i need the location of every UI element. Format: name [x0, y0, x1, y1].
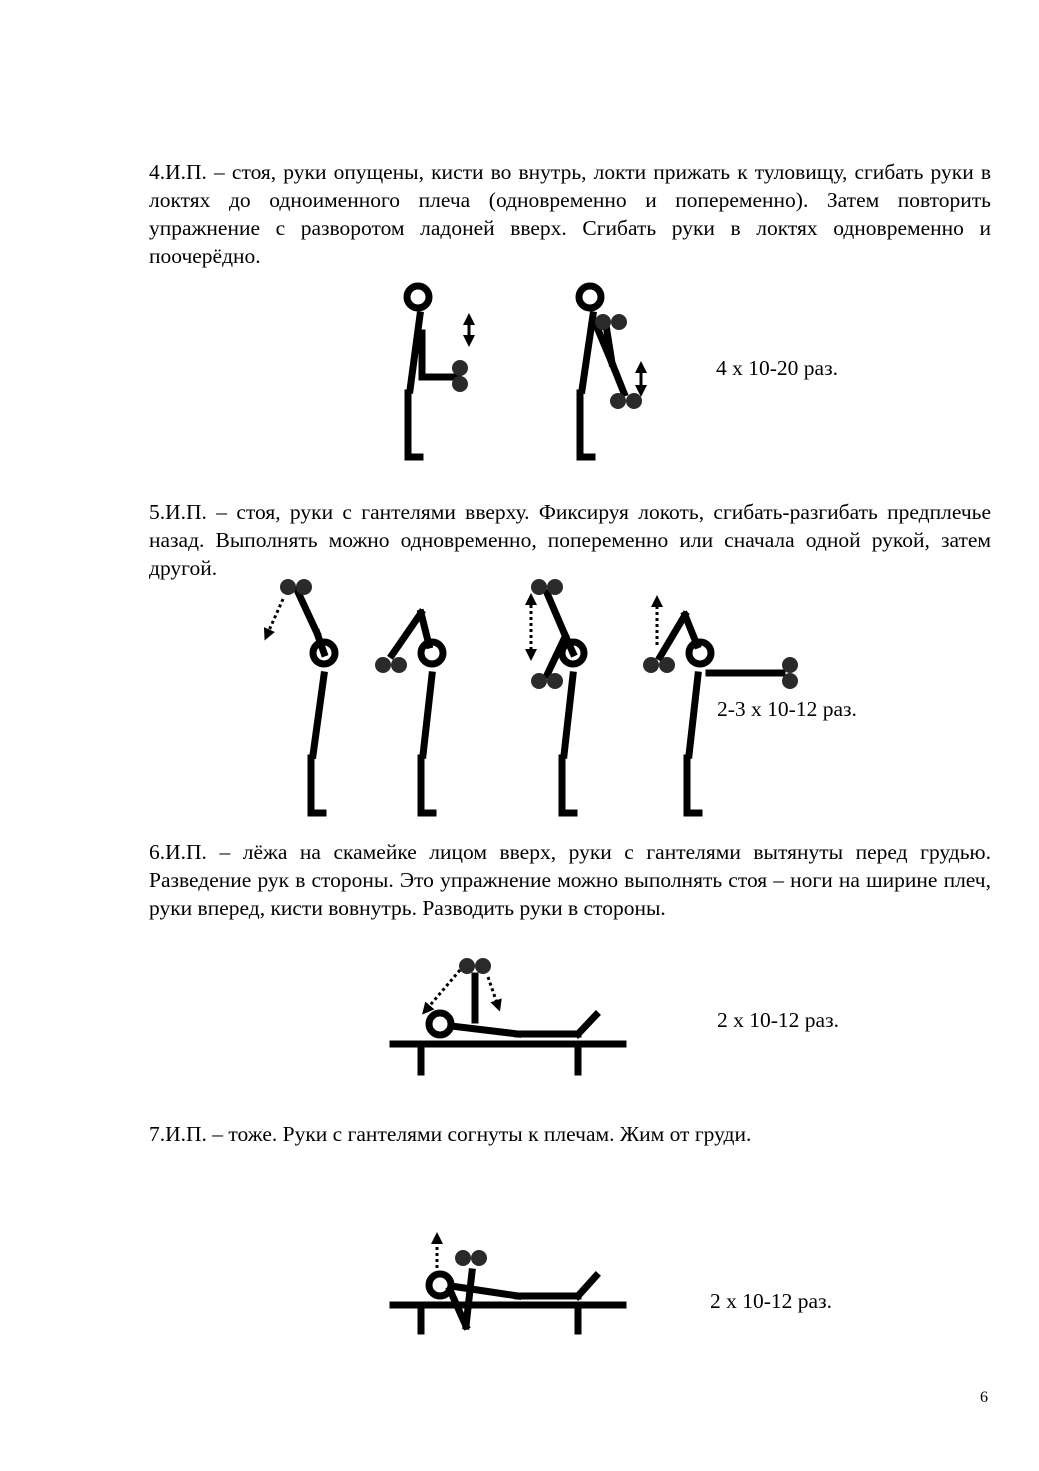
exercise-7-reps: 2 х 10-12 раз.	[710, 1289, 832, 1313]
exercise-4-illustration	[380, 275, 680, 470]
exercise-5-text: 5.И.П. – стоя, руки с гантелями вверху. Фиксируя локоть, сгибать-разгибать предплечье назад. Выполнять можно одновременно, попеременно или сначала одной рукой, затем другой.	[149, 500, 991, 580]
exercise-7-illustration	[388, 1228, 633, 1338]
page-number: 6	[980, 1389, 988, 1406]
exercise-6-reps: 2 х 10-12 раз.	[717, 1008, 839, 1032]
exercise-7-text: 7.И.П. – тоже. Руки с гантелями согнуты к плечам. Жим от груди.	[149, 1122, 752, 1146]
exercise-5-reps: 2-3 х 10-12 раз.	[717, 697, 857, 721]
exercise-6-text: 6.И.П. – лёжа на скамейке лицом вверх, руки с гантелями вытянуты перед грудью. Разведение рук в стороны. Это упражнение можно выполнять стоя – ноги на ширине плеч, руки вперед, кисти вовнутрь. Разводить руки в стороны.	[149, 840, 991, 920]
exercise-6-illustration	[388, 952, 633, 1080]
exercise-4-text: 4.И.П. – стоя, руки опущены, кисти во внутрь, локти прижать к туловищу, сгибать руки в локтях до одноименного плеча (одновременно и попеременно). Затем повторить упражнение с разворотом ладоней вверх. Сгибать руки в локтях одновременно и поочерёдно.	[149, 160, 991, 268]
exercise-4-reps: 4 х 10-20 раз.	[716, 356, 838, 380]
